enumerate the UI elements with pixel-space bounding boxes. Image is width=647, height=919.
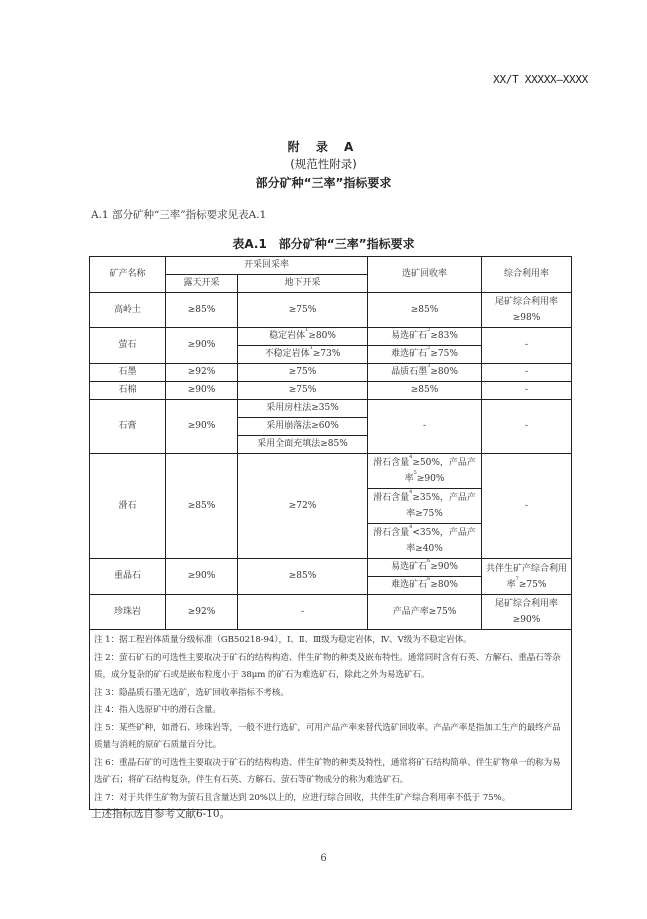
footnote-ref: 6 (427, 576, 431, 582)
header-utilization: 综合利用率 (482, 257, 572, 293)
condition-value: ≥83% (430, 331, 458, 341)
open-pit-value: ≥90% (166, 559, 238, 595)
mineral-name: 萤石 (90, 328, 166, 364)
condition-value: ≥80% (308, 331, 336, 341)
footnote-ref: 7 (515, 575, 519, 582)
condition-value: ≥75% (518, 579, 547, 590)
intro-text: A.1 部分矿种“三率”指标要求见表A.1 (91, 209, 267, 221)
underground-value: - (238, 595, 368, 630)
note-7: 注 7：对于共伴生矿物为萤石且含量达到 20%以上的，应进行综合回收，共伴生矿产综合利用率不低于 75%。 (94, 792, 511, 803)
condition-value: ≥90% (430, 562, 458, 572)
note-4: 注 4：指入选原矿中的滑石含量。 (94, 705, 221, 715)
page-number: 6 (320, 853, 327, 864)
open-pit-value: ≥85% (166, 454, 238, 559)
mineral-name: 滑石 (90, 454, 166, 559)
open-pit-value: ≥85% (166, 293, 238, 328)
condition-label: 易选矿石 (391, 562, 428, 572)
underground-value: ≥72% (238, 454, 368, 559)
underground-value (238, 346, 368, 364)
table-row (90, 293, 572, 328)
utilization-value: 尾矿综合利用率≥90% (482, 595, 572, 630)
footnote-ref: 4 (409, 454, 413, 460)
table-row (90, 364, 572, 382)
condition-label: 滑石含量 (373, 493, 410, 503)
underground-value: ≥75% (238, 293, 368, 328)
table-row (90, 559, 572, 577)
source-note: 上述指标选自参考文献6-10。 (91, 808, 231, 820)
note-5: 注 5：某些矿种，如滑石、珍珠岩等，一般不进行选矿，可用产品产率来替代选矿回收率。产品产率是指加工生产的最终产品质量与消耗的原矿石质量百分比。 (94, 722, 561, 750)
footnote-ref: 6 (427, 558, 431, 564)
beneficiation-value: - (368, 400, 482, 454)
header-mineral: 矿产名称 (90, 257, 166, 293)
note-6: 注 6：重晶石矿的可选性主要取决于矿石的结构构造、伴生矿物的种类及特性，通常将矿石结构简单、伴生矿物单一的称为易选矿石；将矿石结构复杂，伴生有石英、方解石、萤石等矿物成分的称为难选矿石。 (94, 757, 561, 785)
notes-row (90, 630, 572, 810)
open-pit-value: ≥90% (166, 400, 238, 454)
underground-value: ≥75% (238, 382, 368, 400)
header-mining-recovery: 开采回采率 (166, 257, 368, 275)
beneficiation-value: ≥85% (368, 382, 482, 400)
footnote-ref: 3 (427, 363, 431, 369)
footnote-ref: 1 (305, 327, 309, 333)
condition-label: 稳定岩体 (269, 331, 306, 341)
underground-value: ≥75% (238, 364, 368, 382)
header-underground: 地下开采 (238, 275, 368, 293)
beneficiation-value (368, 577, 482, 595)
utilization-value: - (482, 454, 572, 559)
utilization-value: - (482, 328, 572, 364)
header-beneficiation: 选矿回收率 (368, 257, 482, 293)
beneficiation-value (368, 489, 482, 524)
table-notes (90, 630, 572, 810)
open-pit-value: ≥90% (166, 328, 238, 364)
footnote-ref: 4 (409, 489, 413, 495)
utilization-value (482, 559, 572, 595)
note-2: 注 2：萤石矿石的可选性主要取决于矿石的结构构造、伴生矿物的种类及嵌布特性。通常同时含有石英、方解石、重晶石等杂质，成分复杂的矿石或是嵌布粒度小于 38μm 的矿石为难选矿石，除此之外为易选矿石。 (94, 652, 561, 680)
beneficiation-value (368, 364, 482, 382)
condition-label: 不稳定岩体 (264, 349, 310, 359)
mineral-name: 石膏 (90, 400, 166, 454)
beneficiation-value (368, 524, 482, 559)
mineral-name: 石棉 (90, 382, 166, 400)
underground-value: 采用崩落法≥60% (238, 418, 368, 436)
condition-value: ≥80% (430, 367, 458, 377)
utilization-value: - (482, 400, 572, 454)
standard-code: XX/T XXXXX—XXXX (493, 73, 588, 86)
open-pit-value: ≥90% (166, 382, 238, 400)
mineral-name: 石墨 (90, 364, 166, 382)
table-row (90, 595, 572, 630)
appendix-title: 附 录 A (287, 140, 360, 154)
mineral-name: 珍珠岩 (90, 595, 166, 630)
open-pit-value: ≥92% (166, 595, 238, 630)
note-1: 注 1：据工程岩体质量分级标准（GB50218-94），Ⅰ、Ⅱ、Ⅲ级为稳定岩体，Ⅳ、Ⅴ级为不稳定岩体。 (94, 635, 472, 645)
table-row (90, 328, 572, 346)
footnote-ref: 1 (309, 345, 313, 351)
footnote-ref: 5 (413, 470, 417, 476)
note-3: 注 3：隐晶质石墨无选矿，选矿回收率指标不考核。 (94, 687, 289, 698)
table-row (90, 382, 572, 400)
underground-value: 采用全面充填法≥85% (238, 436, 368, 454)
beneficiation-value (368, 328, 482, 346)
mineral-name: 高岭土 (90, 293, 166, 328)
table-row (90, 400, 572, 418)
header-open-pit: 露天开采 (166, 275, 238, 293)
appendix-subtitle: (规范性附录) (290, 157, 357, 171)
condition-value: ≥90% (416, 474, 445, 484)
beneficiation-value: ≥85% (368, 293, 482, 328)
condition-value: ≥80% (430, 580, 458, 590)
condition-value: ≥73% (312, 349, 341, 359)
condition-value: ≥50%，产品产率 (404, 458, 476, 484)
condition-label: 共伴生矿产综合利用率 (486, 563, 568, 590)
condition-label: 难选矿石 (391, 580, 428, 590)
condition-value: <35%，产品产率≥40% (406, 528, 476, 554)
utilization-value: - (482, 364, 572, 382)
table-row (90, 454, 572, 489)
table-header-row (90, 257, 572, 275)
condition-value: ≥35%，产品产率≥75% (406, 493, 476, 519)
underground-value: ≥85% (238, 559, 368, 595)
beneficiation-value (368, 454, 482, 489)
footnote-ref: 2 (427, 327, 431, 333)
requirements-table (89, 256, 572, 810)
beneficiation-value: 产品产率≥75% (368, 595, 482, 630)
open-pit-value: ≥92% (166, 364, 238, 382)
footnote-ref: 2 (427, 345, 431, 351)
condition-label: 晶质石墨 (391, 367, 428, 377)
condition-label: 滑石含量 (373, 528, 410, 538)
condition-label: 难选矿石 (391, 349, 428, 359)
appendix-heading: 部分矿种“三率”指标要求 (255, 176, 392, 190)
condition-value: ≥75% (430, 349, 458, 359)
underground-value (238, 328, 368, 346)
utilization-value: 尾矿综合利用率≥98% (482, 293, 572, 328)
underground-value: 采用房柱法≥35% (238, 400, 368, 418)
utilization-value: - (482, 382, 572, 400)
condition-label: 易选矿石 (391, 331, 428, 341)
footnote-ref: 4 (409, 524, 413, 530)
condition-label: 滑石含量 (373, 458, 410, 468)
mineral-name: 重晶石 (90, 559, 166, 595)
beneficiation-value (368, 346, 482, 364)
table-caption: 表A.1 部分矿种“三率”指标要求 (232, 237, 415, 251)
beneficiation-value (368, 559, 482, 577)
